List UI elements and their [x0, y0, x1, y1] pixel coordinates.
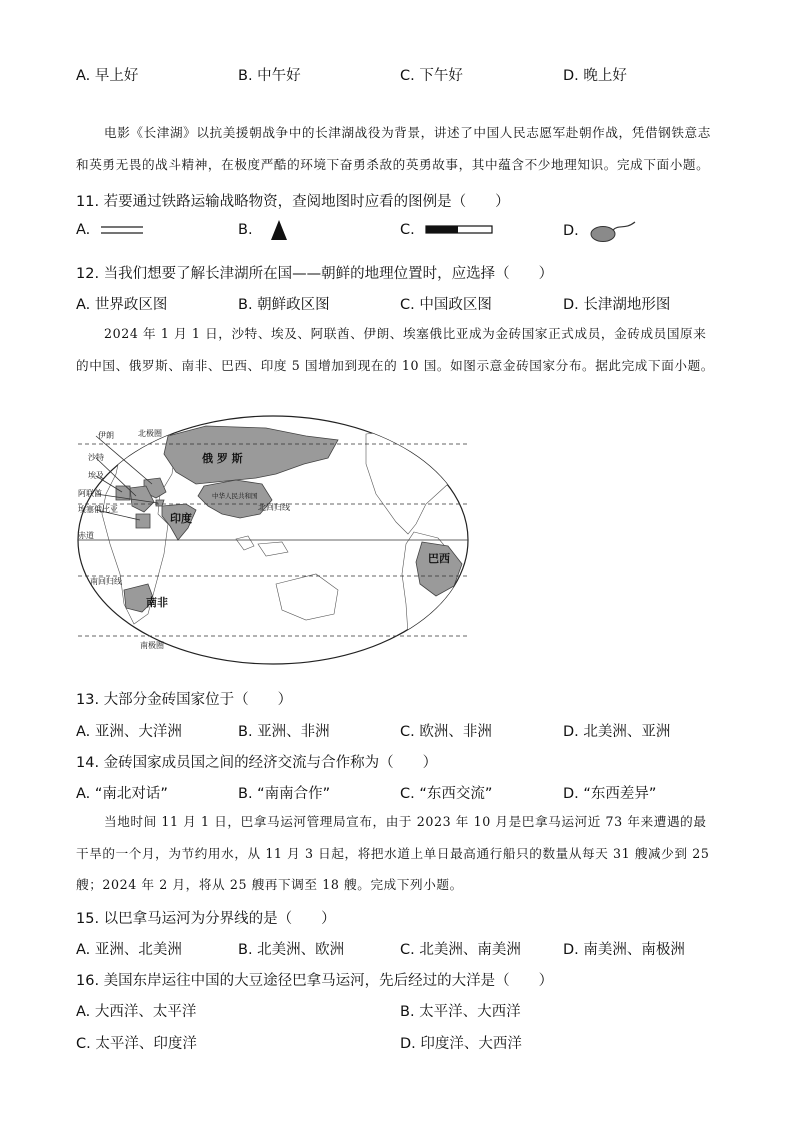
- q16-option-a[interactable]: A. 大西洋、太平洋: [76, 1004, 197, 1020]
- q13-option-d[interactable]: D. 北美洲、亚洲: [563, 724, 671, 740]
- lake-river-icon: [589, 218, 637, 244]
- question-16-stem: 16. 美国东岸运往中国的大豆途径巴拿马运河，先后经过的大洋是（ ）: [76, 973, 554, 989]
- q16-option-c[interactable]: C. 太平洋、印度洋: [76, 1036, 197, 1052]
- q11-option-a-label: A.: [76, 222, 91, 238]
- q16-option-b[interactable]: B. 太平洋、大西洋: [400, 1004, 521, 1020]
- q11-option-d-label: D.: [563, 223, 579, 239]
- map-line-tropic-capricorn: 南回归线: [90, 577, 122, 586]
- map-label-south-africa: 南非: [146, 596, 168, 609]
- q10-option-c[interactable]: C. 下午好: [400, 68, 463, 84]
- map-label-saudi: 沙特: [88, 453, 104, 462]
- map-line-equator: 赤道: [78, 531, 94, 540]
- map-label-russia: 俄 罗 斯: [202, 452, 243, 465]
- railway-symbol-icon: [99, 222, 145, 238]
- q10-option-b[interactable]: B. 中午好: [238, 68, 301, 84]
- q10-option-d[interactable]: D. 晚上好: [563, 68, 627, 84]
- q11-option-a[interactable]: [76, 222, 145, 238]
- passage-panama-canal: 当地时间 11 月 1 日，巴拿马运河管理局宣布，由于 2023 年 10 月是巴拿马运河近 73 年来遭遇的最干旱的一个月，为节约用水，从 11 月 3 日起，将把水道上单日最高通行船只的数量从每天 31 艘减少到 25 艘；2024 年 2 月，将从 25 艘再下调至 18 艘。完成下列小题。: [76, 814, 710, 892]
- question-12-stem: 12. 当我们想要了解长津湖所在国——朝鲜的地理位置时，应选择（ ）: [76, 266, 554, 282]
- q12-option-b[interactable]: B. 朝鲜政区图: [238, 297, 330, 313]
- q15-option-a[interactable]: A. 亚洲、北美洲: [76, 942, 182, 958]
- question-13-stem: 13. 大部分金砖国家位于（ ）: [76, 692, 293, 708]
- mountain-peak-icon: [269, 218, 289, 242]
- passage-changjin-lake: 电影《长津湖》以抗美援朝战争中的长津湖战役为背景，讲述了中国人民志愿军赴朝作战，凭借钢铁意志和英勇无畏的战斗精神，在极度严酷的环境下奋勇杀敌的英勇故事，其中蕴含不少地理知识。完成下面小题。: [76, 125, 711, 172]
- ethiopia-shape: [136, 514, 150, 528]
- q11-option-c-label: C.: [400, 222, 415, 238]
- map-label-uae: 阿联酋: [78, 489, 102, 498]
- map-line-arctic: 北极圈: [138, 429, 162, 438]
- passage-brics: 2024 年 1 月 1 日，沙特、埃及、阿联酋、伊朗、埃塞俄比亚成为金砖国家正式成员，金砖成员国原来的中国、俄罗斯、南非、巴西、印度 5 国增加到现在的 10 国。如图示意金砖国家分布。据此完成下面小题。: [76, 326, 714, 373]
- map-label-iran: 伊朗: [98, 431, 114, 440]
- question-14-stem: 14. 金砖国家成员国之间的经济交流与合作称为（ ）: [76, 755, 438, 771]
- scale-bar-icon: [425, 224, 493, 236]
- map-line-tropic-cancer: 北回归线: [258, 503, 290, 512]
- q14-option-b[interactable]: B. “南南合作”: [238, 786, 331, 802]
- q14-option-d[interactable]: D. “东西差异”: [563, 786, 657, 802]
- q11-option-b-label: B.: [238, 222, 253, 238]
- question-11-stem: 11. 若要通过铁路运输战略物资，查阅地图时应看的图例是（ ）: [76, 194, 510, 210]
- map-label-india: 印度: [170, 512, 192, 525]
- q10-option-a[interactable]: A. 早上好: [76, 68, 139, 84]
- map-label-ethiopia: 埃塞俄比亚: [78, 505, 118, 514]
- q15-option-b[interactable]: B. 北美洲、欧洲: [238, 942, 345, 958]
- q13-option-c[interactable]: C. 欧洲、非洲: [400, 724, 492, 740]
- q12-option-c[interactable]: C. 中国政区图: [400, 297, 492, 313]
- map-line-antarctic: 南极圈: [140, 641, 164, 650]
- map-label-brazil: 巴西: [428, 552, 450, 565]
- q13-option-a[interactable]: A. 亚洲、大洋洲: [76, 724, 182, 740]
- question-15-stem: 15. 以巴拿马运河为分界线的是（ ）: [76, 911, 336, 927]
- q15-option-d[interactable]: D. 南美洲、南极洲: [563, 942, 685, 958]
- q12-option-a[interactable]: A. 世界政区图: [76, 297, 168, 313]
- brics-world-map: [76, 414, 470, 666]
- q11-option-b[interactable]: [238, 218, 289, 242]
- q15-option-c[interactable]: C. 北美洲、南美洲: [400, 942, 521, 958]
- q13-option-b[interactable]: B. 亚洲、非洲: [238, 724, 330, 740]
- q11-option-d[interactable]: [563, 218, 637, 244]
- q14-option-a[interactable]: A. “南北对话”: [76, 786, 168, 802]
- q14-option-c[interactable]: C. “东西交流”: [400, 786, 493, 802]
- map-label-china: 中华人民共和国: [212, 492, 258, 500]
- q16-option-d[interactable]: D. 印度洋、大西洋: [400, 1036, 522, 1052]
- q12-option-d[interactable]: D. 长津湖地形图: [563, 297, 671, 313]
- q11-option-c[interactable]: [400, 222, 493, 238]
- map-label-egypt: 埃及: [88, 471, 104, 480]
